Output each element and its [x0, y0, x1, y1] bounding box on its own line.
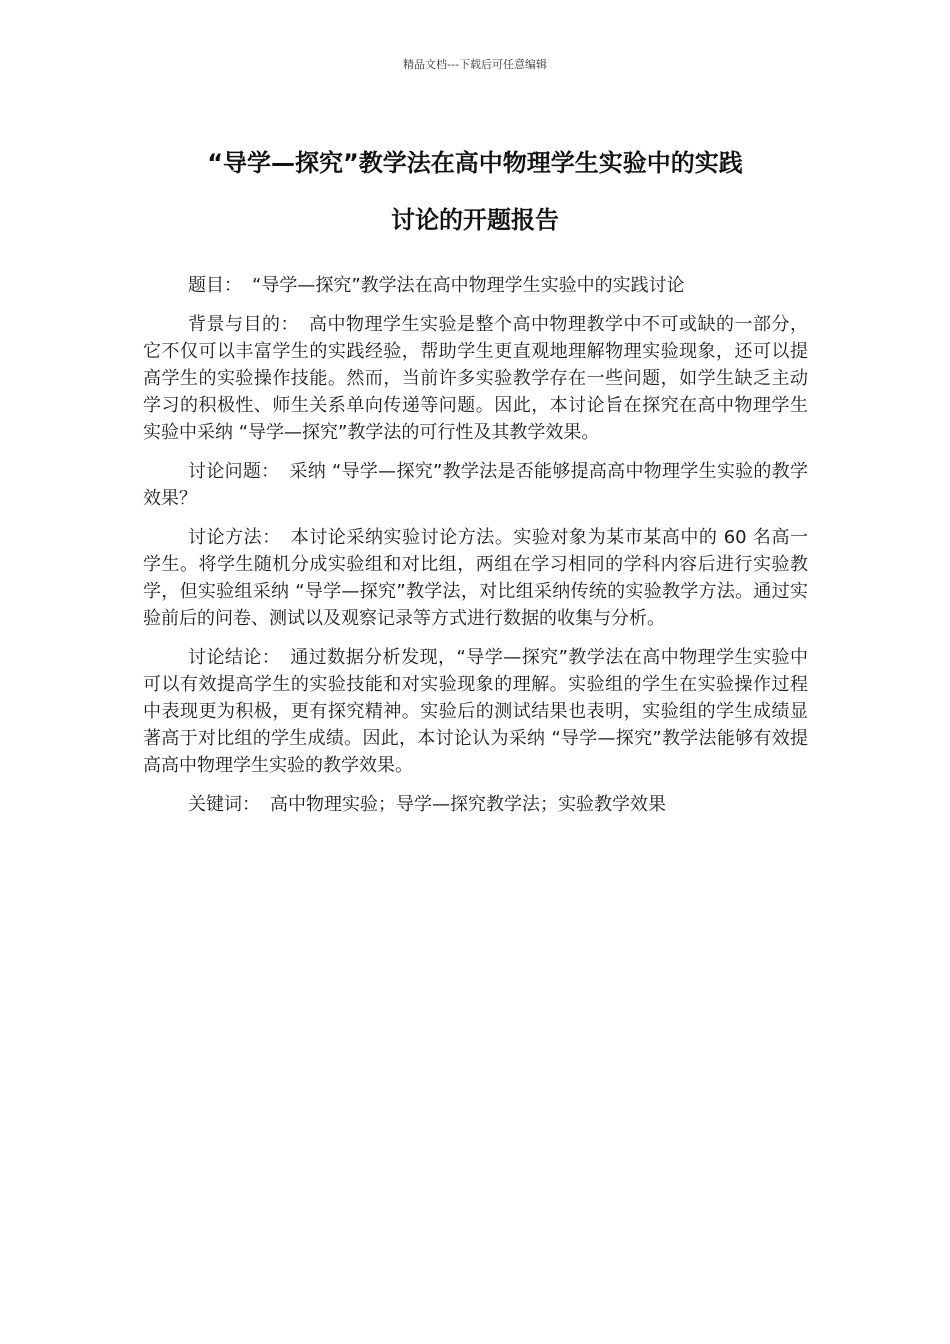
section-research-method: [143, 524, 808, 632]
title-line-2: 讨论的开题报告: [391, 206, 559, 234]
section-label: 题目：: [188, 275, 242, 296]
section-text: 通过数据分析发现，“导学—探究”教学法在高中物理学生实验中可以有效提高学生的实验技能和对实验现象的理解。实验组的学生在实验操作过程中表现更为积极，更有探究精神。实验后的测试结果也表明，实验组的学生成绩显著高于对比组的学生成绩。因此，本讨论认为采纳 “导学—探究”教学法能够有效提高高中物理学生实验的教学效果。: [143, 647, 808, 776]
document-title: [140, 135, 810, 249]
section-label: 讨论方法：: [188, 527, 281, 548]
section-label: 讨论结论：: [188, 647, 281, 668]
section-background: [143, 311, 808, 446]
section-text: 采纳 “导学—探究”教学法是否能够提高高中物理学生实验的教学效果？: [143, 461, 809, 509]
section-label: 背景与目的：: [188, 314, 299, 335]
document-body: [143, 272, 808, 830]
section-research-question: [143, 458, 808, 512]
section-text: “导学—探究”教学法在高中物理学生实验中的实践讨论: [252, 275, 685, 296]
section-conclusion: [143, 644, 808, 779]
section-topic: [143, 272, 808, 299]
section-label: 讨论问题：: [188, 461, 280, 482]
page-header-note: 精品文档---下载后可任意编辑: [403, 58, 547, 71]
section-label: 关键词：: [188, 794, 260, 815]
section-text: 本讨论采纳实验讨论方法。实验对象为某市某高中的 60 名高一学生。将学生随机分成实验组和对比组，两组在学习相同的学科内容后进行实验教学，但实验组采纳 “导学—探究”教学法，对比组采纳传统的实验教学方法。通过实验前后的问卷、测试以及观察记录等方式进行数据的收集与分析。: [143, 527, 808, 629]
title-line-1: “导学—探究”教学法在高中物理学生实验中的实践: [207, 149, 743, 177]
section-keywords: [143, 791, 808, 818]
section-text: 高中物理学生实验是整个高中物理教学中不可或缺的一部分，它不仅可以丰富学生的实践经验，帮助学生更直观地理解物理实验现象，还可以提高学生的实验操作技能。然而，当前许多实验教学存在一些问题，如学生缺乏主动学习的积极性、师生关系单向传递等问题。因此，本讨论旨在探究在高中物理学生实验中采纳 “导学—探究”教学法的可行性及其教学效果。: [143, 314, 808, 443]
section-text: 高中物理实验；导学—探究教学法；实验教学效果: [270, 794, 666, 815]
